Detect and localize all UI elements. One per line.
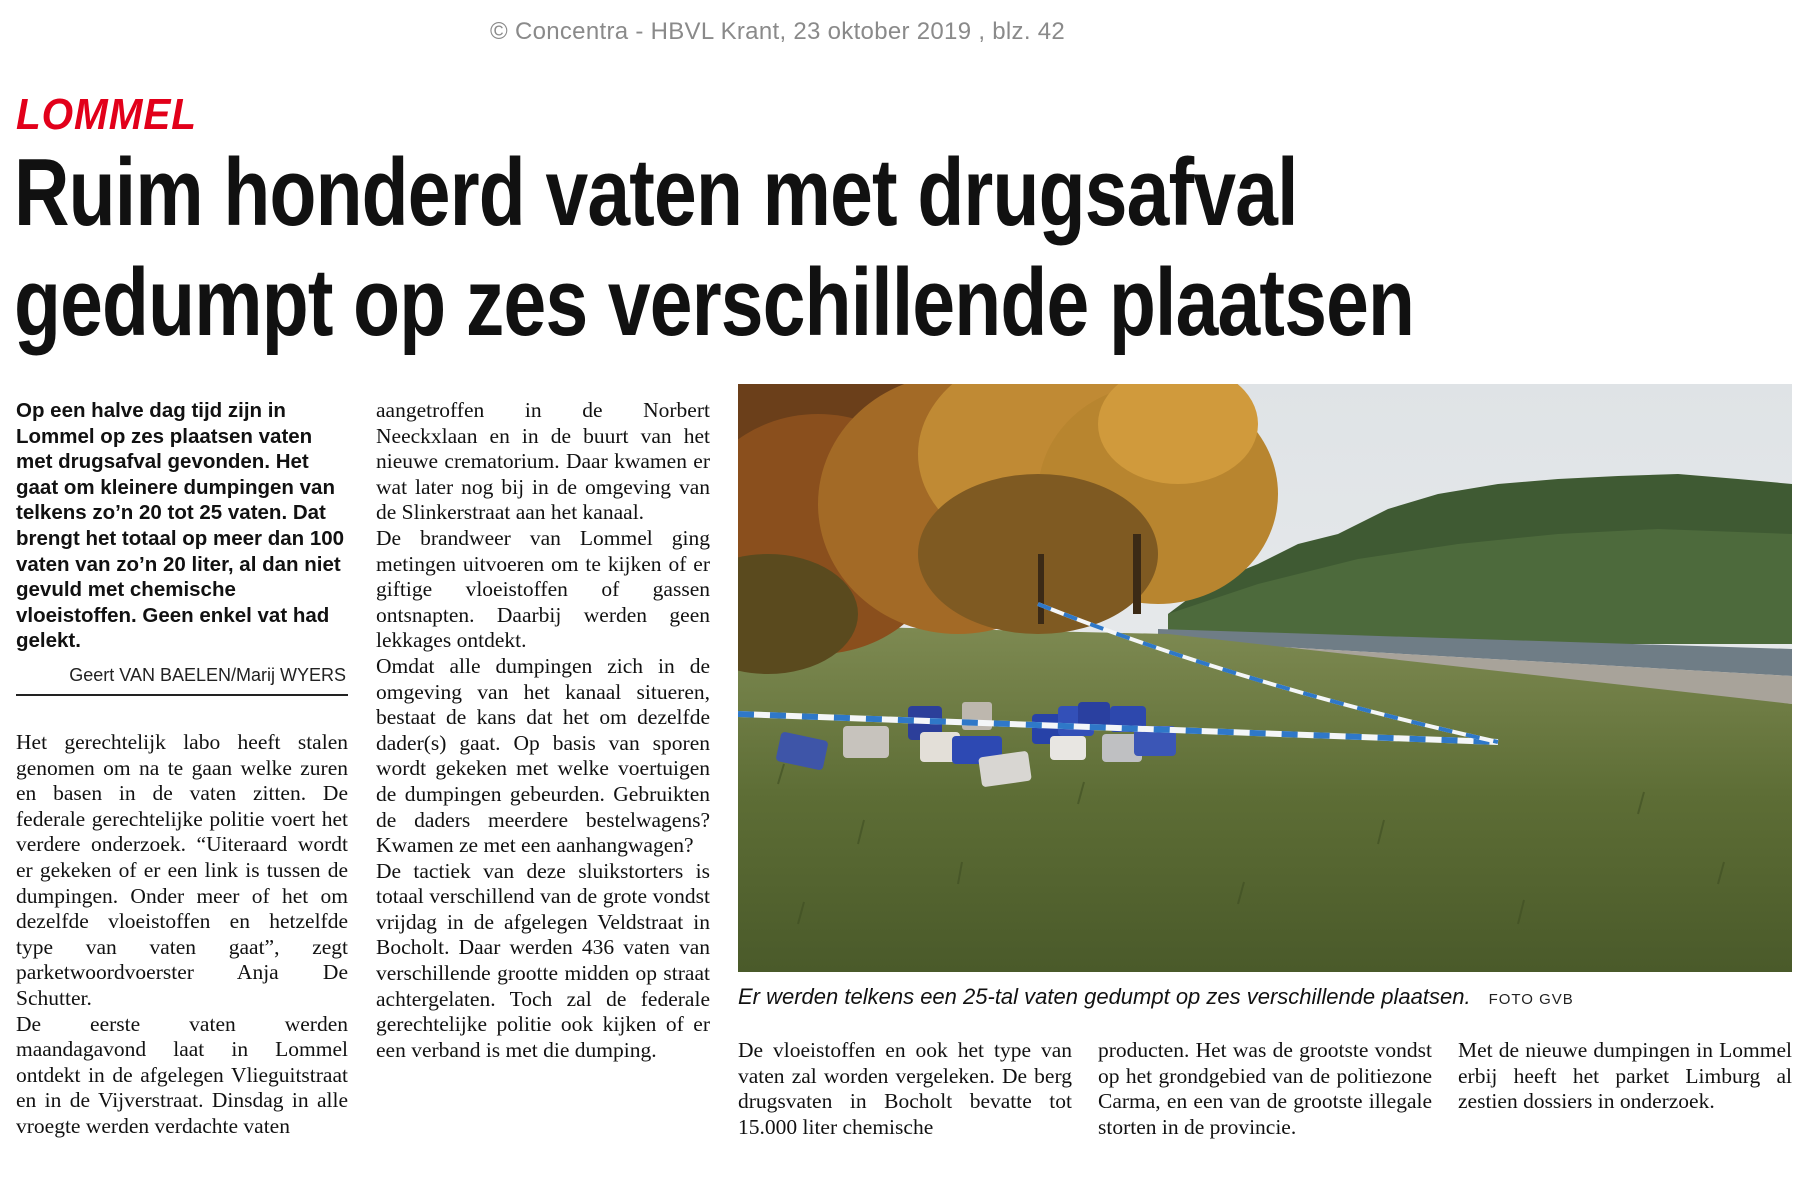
article-column-4 xyxy=(1098,1038,1432,1140)
body-paragraph: De brandweer van Lommel ging metingen uitvoeren om te kijken of er giftige vloeistoffen of gassen ontsnapten. Daarbij werden geen lekkages ontdekt. xyxy=(376,525,710,653)
news-photo xyxy=(738,384,1792,972)
lead-paragraph: Op een halve dag tijd zijn in Lommel op zes plaatsen vaten met drugsafval gevonden. Het gaat om kleinere dumpingen van telkens zo’n 20 tot 25 vaten. Dat brengt het totaal op meer dan 100 vaten van zo’n 20 liter, al dan niet gevuld met chemische vloeistoffen. Geen enkel vat had gelekt. xyxy=(16,399,345,653)
body-paragraph: De vloeistoffen en ook het type van vaten zal worden vergeleken. De berg drugsvaten in Bocholt bevatte tot 15.000 liter chemische xyxy=(738,1038,1072,1139)
article-column-3 xyxy=(738,1038,1072,1140)
article-column-5 xyxy=(1458,1038,1792,1115)
photo-illustration xyxy=(738,384,1792,972)
source-line: © Concentra - HBVL Krant, 23 oktober 2019 , blz. 42 xyxy=(490,18,1066,45)
photo-caption xyxy=(738,984,1574,1010)
headline xyxy=(14,138,1414,358)
location-kicker: LOMMEL xyxy=(16,90,197,139)
body-paragraph: Het gerechtelijk labo heeft stalen genomen om na te gaan welke zuren en basen in de vaten zitten. De federale gerechtelijke politie voert het verdere onderzoek. “Uiteraard wordt er gekeken of er een link is tussen de dumpingen. Onder meer of het om dezelfde vloeistoffen en hetzelfde type van vaten gaat”, zegt parketwoordvoerster Anja De Schutter. xyxy=(16,730,348,1010)
body-paragraph: De eerste vaten werden maandagavond laat in Lommel ontdekt in de afgelegen Vlieguitstraat en in de Vijverstraat. Dinsdag in alle vroegte werden verdachte vaten xyxy=(16,1011,348,1138)
body-paragraph: Met de nieuwe dumpingen in Lommel erbij heeft het parket Limburg al zestien dossiers in onderzoek. xyxy=(1458,1038,1792,1114)
headline-line-2: gedumpt op zes verschillende plaatsen xyxy=(14,249,1415,356)
body-paragraph: producten. Het was de grootste vondst op het grondgebied van de politiezone Carma, en een van de grootste illegale storten in de provincie. xyxy=(1098,1038,1432,1139)
article-column-1 xyxy=(16,730,348,1140)
byline-divider xyxy=(16,694,348,696)
article-column-2 xyxy=(376,398,710,1063)
body-paragraph: Omdat alle dumpingen zich in de omgeving van het kanaal situeren, bestaat de kans dat het om dezelfde dader(s) gaat. Op basis van sporen wordt gekeken met welke voertuigen de dumpingen gebeurden. Gebruikten de daders meerdere bestelwagens? Kwamen ze met een aanhangwagen? xyxy=(376,653,710,858)
headline-line-1: Ruim honderd vaten met drugsafval xyxy=(14,139,1298,246)
caption-text: Er werden telkens een 25-tal vaten gedumpt op zes verschillende plaatsen. xyxy=(738,984,1471,1009)
body-paragraph: aangetroffen in de Norbert Neeckxlaan en in de buurt van het nieuwe crematorium. Daar kwamen er wat later nog bij in de omgeving van de Slinkerstraat aan het kanaal. xyxy=(376,398,710,525)
photo-credit: FOTO GVB xyxy=(1488,991,1574,1008)
byline: Geert VAN BAELEN/Marij WYERS xyxy=(69,665,346,685)
body-paragraph: De tactiek van deze sluikstorters is totaal verschillend van de grote vondst vrijdag in de afgelegen Veldstraat in Bocholt. Daar werden 436 vaten van verschillende grootte midden op straat achtergelaten. Toch zal de federale gerechtelijke politie ook kijken of er een verband is met die dumping. xyxy=(376,858,710,1062)
